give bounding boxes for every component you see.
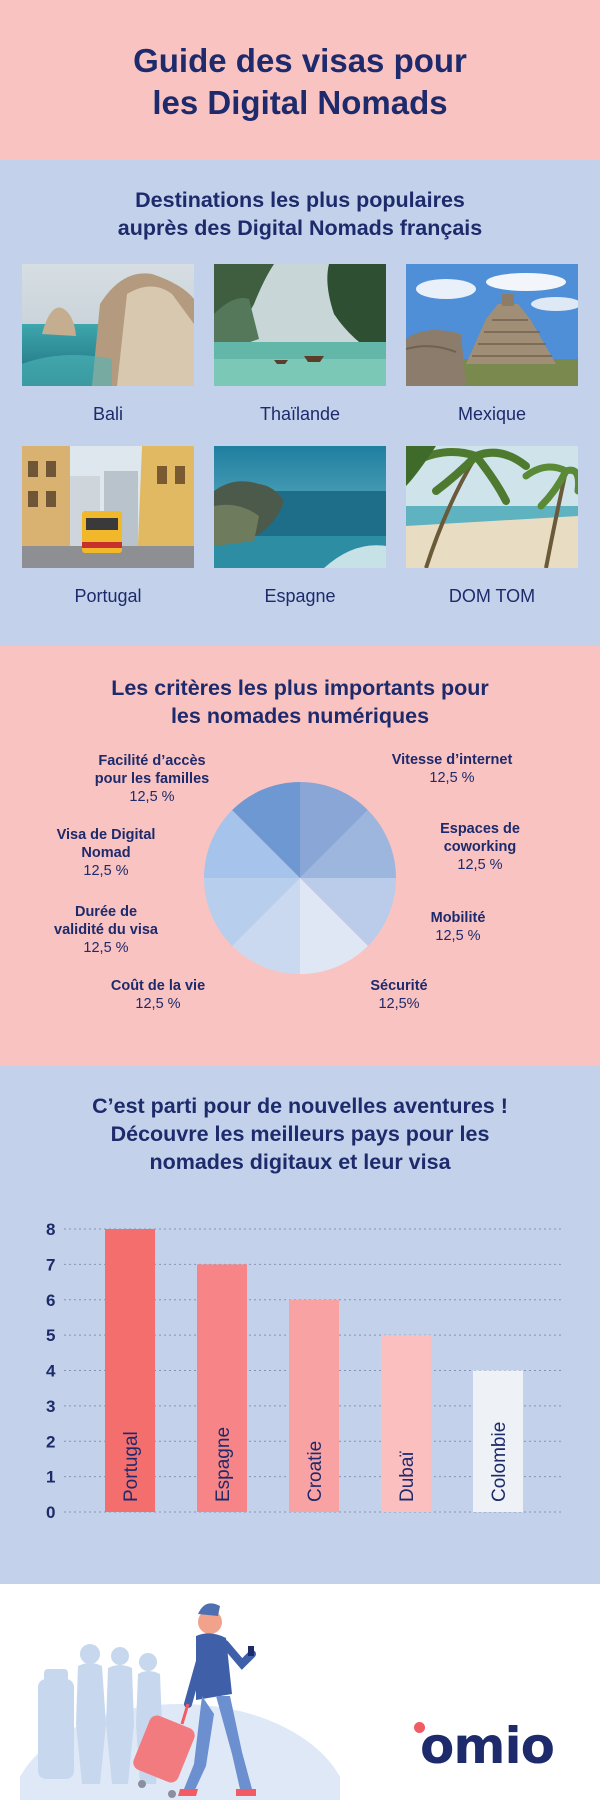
bar-category-label: Croatie	[305, 1440, 326, 1502]
destination-card-espagne	[214, 446, 386, 606]
criteria-label-mobilite: Mobilité 12,5 %	[430, 910, 486, 944]
destination-label: Portugal	[74, 586, 142, 606]
bar-category-label: Espagne	[213, 1426, 234, 1502]
destinations-section	[0, 160, 600, 646]
destination-card-dom-tom	[406, 446, 578, 606]
destination-label: DOM TOM	[448, 586, 536, 606]
dom-tom-photo	[406, 446, 578, 568]
countries-bar-chart	[0, 1066, 600, 1584]
destination-label: Thaïlande	[259, 404, 341, 424]
destination-card-thailande	[214, 264, 386, 424]
destination-card-mexique	[406, 264, 578, 424]
traveler-illustration	[20, 1584, 340, 1800]
criteria-label-duree: Durée de validité du visa 12,5 %	[54, 904, 158, 956]
mexique-photo	[406, 264, 578, 386]
omio-logo	[414, 1714, 584, 1784]
destination-label: Espagne	[264, 586, 336, 606]
y-tick-label: 0	[46, 1503, 56, 1522]
destination-card-portugal	[22, 446, 194, 606]
criteria-title: Les critères les plus importants pour les nomades numériques	[111, 676, 489, 728]
espagne-photo	[214, 446, 386, 568]
bar-category-label: Portugal	[121, 1431, 142, 1502]
bar-category-label: Dubaï	[397, 1451, 418, 1502]
y-tick-label: 6	[46, 1290, 56, 1310]
criteria-label-familles: Facilité d’accès pour les familles 12,5 %	[94, 753, 210, 805]
criteria-label-visa: Visa de Digital Nomad 12,5 %	[56, 827, 156, 879]
thailande-photo	[214, 264, 386, 386]
y-tick-label: 4	[46, 1361, 56, 1381]
destination-label: Bali	[92, 404, 123, 424]
portugal-photo	[22, 446, 194, 568]
criteria-section	[0, 646, 600, 1066]
destination-label: Mexique	[457, 404, 527, 424]
title-section	[0, 0, 600, 160]
criteria-label-cout: Coût de la vie 12,5 %	[110, 978, 206, 1012]
y-tick-label: 2	[46, 1432, 56, 1452]
y-tick-label: 8	[46, 1220, 56, 1239]
y-tick-label: 3	[46, 1396, 56, 1416]
bali-photo	[22, 264, 194, 386]
destinations-title: Destinations les plus populaires auprès des Digital Nomads français	[117, 188, 483, 240]
criteria-label-coworking: Espaces de coworking 12,5 %	[440, 821, 520, 873]
countries-section	[0, 1066, 600, 1584]
bar-category-label: Colombie	[489, 1421, 510, 1502]
y-tick-label: 5	[46, 1326, 56, 1346]
destination-card-bali	[22, 264, 194, 424]
criteria-label-internet: Vitesse d’internet 12,5 %	[391, 752, 513, 786]
countries-title: C’est parti pour de nouvelles aventures ! Découvre les meilleurs pays pour les nomades digitaux et leur visa	[92, 1094, 508, 1174]
criteria-label-securite: Sécurité 12,5%	[370, 978, 428, 1012]
y-tick-label: 1	[46, 1467, 56, 1487]
page-title: Guide des visas pour les Digital Nomads	[133, 42, 467, 121]
footer-section	[0, 1584, 600, 1800]
logo-text: omio	[420, 1717, 554, 1775]
y-tick-label: 7	[46, 1255, 56, 1275]
